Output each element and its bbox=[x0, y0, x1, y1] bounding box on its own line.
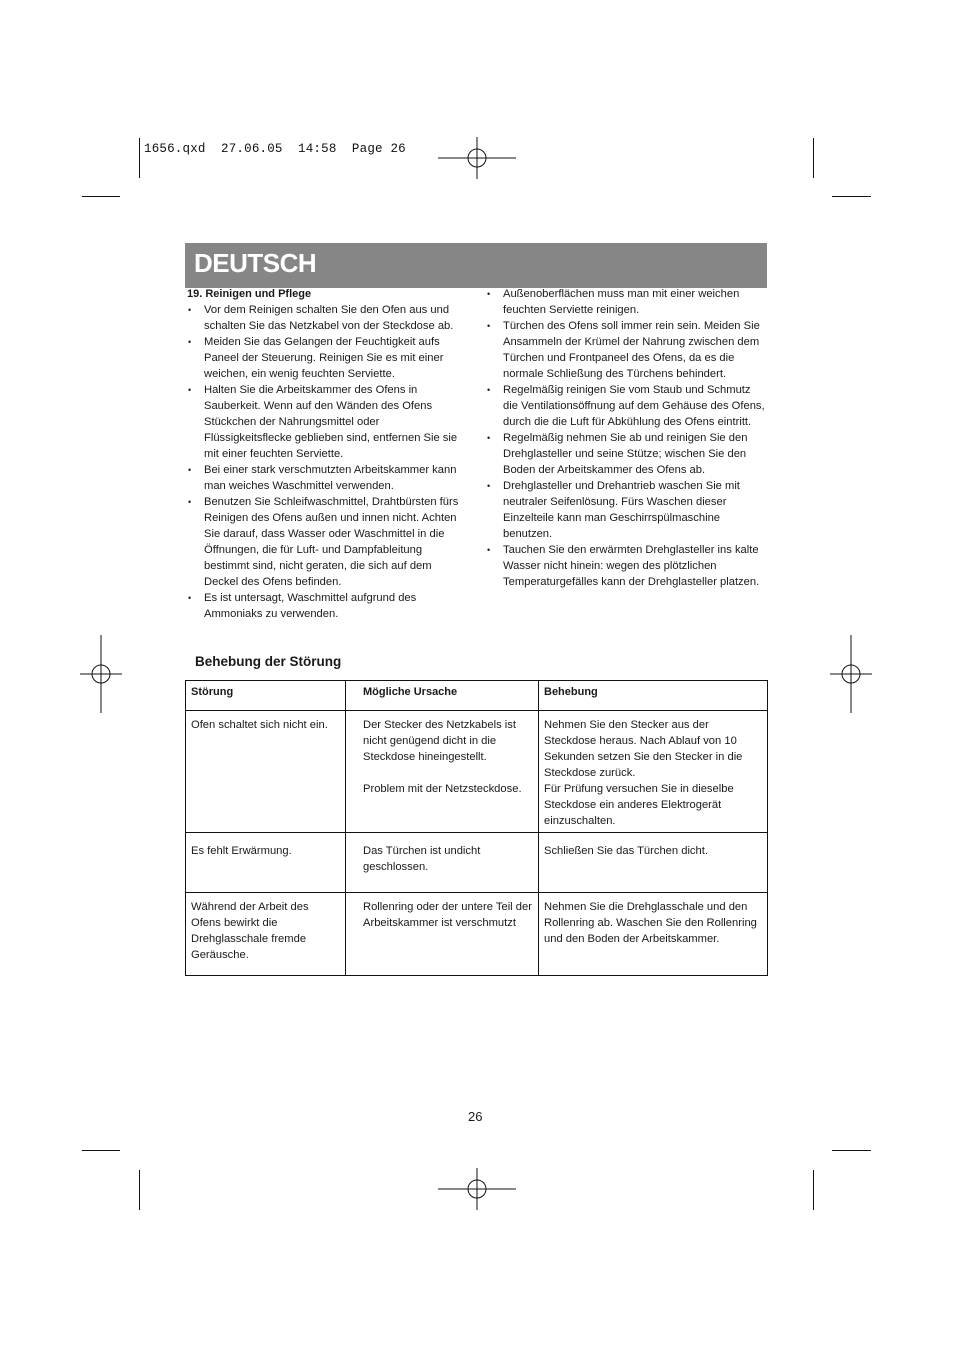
list-item: • Vor dem Reinigen schalten Sie den Ofen aus und schalten Sie das Netzkabel von der Steckdose ab. bbox=[188, 304, 454, 332]
crop-mark-top-left-vertical bbox=[139, 138, 140, 178]
remedy-cell: Nehmen Sie die Drehglasschale und den Rollenring ab. Waschen Sie den Rollenring und den Boden der Arbeitskammer. bbox=[539, 893, 768, 976]
right-bullet-list bbox=[486, 286, 766, 590]
bullet-icon: • bbox=[487, 433, 491, 443]
list-item: • Außenoberflächen muss man mit einer weichen feuchten Serviette reinigen. bbox=[487, 288, 740, 316]
bullet-icon: • bbox=[188, 465, 192, 475]
crop-mark-top-right-vertical bbox=[813, 138, 814, 178]
list-item: • Regelmäßig nehmen Sie ab und reinigen Sie den Drehglasteller und seine Stütze; wischen Sie den Boden der Arbeitskammer des Ofens ab. bbox=[487, 432, 748, 476]
print-slug: 1656.qxd 27.06.05 14:58 Page 26 bbox=[144, 142, 406, 156]
column-header-problem: Störung bbox=[186, 681, 346, 711]
bullet-icon: • bbox=[487, 289, 491, 299]
left-column bbox=[187, 286, 467, 622]
column-header-remedy: Behebung bbox=[539, 681, 768, 711]
list-item: • Regelmäßig reinigen Sie vom Staub und Schmutz die Ventilationsöffnung auf dem Gehäuse des Ofens, durch die die Luft für Abkühlung des Ofens eintritt. bbox=[487, 384, 765, 428]
crop-mark-top-left-horizontal bbox=[82, 196, 120, 197]
troubleshooting-table bbox=[185, 680, 768, 976]
list-item: • Benutzen Sie Schleifwaschmittel, Drahtbürsten fürs Reinigen des Ofens außen und innen nicht. Achten Sie darauf, dass Wasser oder Waschmittel in die Öffnungen, die für Luft- und Dampfableitung bestimmt sind, nicht geraten, die sich auf dem Deckel des Ofens befinden. bbox=[188, 496, 459, 588]
list-item: • Tauchen Sie den erwärmten Drehglasteller ins kalte Wasser nicht hinein: wegen des plötzlichen Temperaturgefälles kann der Drehglasteller platzen. bbox=[487, 544, 760, 588]
list-item: • Drehglasteller und Drehantrieb waschen Sie mit neutraler Seifenlösung. Fürs Waschen dieser Einzelteile kann man Geschirrspülmaschine benutzen. bbox=[487, 480, 740, 540]
crop-mark-top-right-horizontal bbox=[832, 196, 871, 197]
bullet-icon: • bbox=[188, 305, 192, 315]
bullet-icon: • bbox=[188, 497, 192, 507]
table-row bbox=[186, 833, 768, 893]
list-item: • Es ist untersagt, Waschmittel aufgrund des Ammoniaks zu verwenden. bbox=[188, 592, 417, 620]
cause-cell: Der Stecker des Netzkabels ist nicht genügend dicht in die Steckdose hineingestellt. Problem mit der Netzsteckdose. bbox=[346, 711, 539, 833]
list-item: • Meiden Sie das Gelangen der Feuchtigkeit aufs Paneel der Steuerung. Reinigen Sie es mit einer weichen, ein wenig feuchten Serviette. bbox=[188, 336, 444, 380]
bullet-icon: • bbox=[487, 481, 491, 491]
table-header-row bbox=[186, 681, 768, 711]
registration-mark-left-icon bbox=[80, 635, 122, 713]
bullet-icon: • bbox=[188, 385, 192, 395]
bullet-icon: • bbox=[188, 593, 192, 603]
table-row bbox=[186, 893, 768, 976]
list-item: • Halten Sie die Arbeitskammer des Ofens in Sauberkeit. Wenn auf den Wänden des Ofens Stückchen der Nahrungsmittel oder Flüssigkeitsflecke geblieben sind, entfernen Sie sie mit einer feuchten Serviette. bbox=[188, 384, 458, 460]
problem-cell: Während der Arbeit des Ofens bewirkt die Drehglasschale fremde Geräusche. bbox=[186, 893, 346, 976]
problem-cell: Ofen schaltet sich nicht ein. bbox=[186, 711, 346, 833]
bullet-icon: • bbox=[487, 385, 491, 395]
bullet-icon: • bbox=[188, 337, 192, 347]
remedy-cell: Nehmen Sie den Stecker aus der Steckdose heraus. Nach Ablauf von 10 Sekunden setzen Sie den Stecker in die Steckdose zurück. Für Prüfung versuchen Sie in dieselbe Steckdose ein anderes Elektrogerät einzuschalten. bbox=[539, 711, 768, 833]
crop-mark-bottom-left-vertical bbox=[139, 1170, 140, 1210]
bullet-icon: • bbox=[487, 545, 491, 555]
registration-mark-bottom-icon bbox=[438, 1168, 516, 1210]
table-row bbox=[186, 711, 768, 833]
banner-title: DEUTSCH bbox=[194, 248, 317, 278]
language-banner bbox=[185, 243, 767, 288]
page-number: 26 bbox=[468, 1109, 483, 1124]
cause-cell: Das Türchen ist undicht geschlossen. bbox=[346, 833, 539, 893]
bullet-icon: • bbox=[487, 321, 491, 331]
left-bullet-list bbox=[187, 302, 467, 622]
remedy-cell: Schließen Sie das Türchen dicht. bbox=[539, 833, 768, 893]
cause-cell: Rollenring oder der untere Teil der Arbeitskammer ist verschmutzt bbox=[346, 893, 539, 976]
list-item: • Bei einer stark verschmutzten Arbeitskammer kann man weiches Waschmittel verwenden. bbox=[188, 464, 457, 492]
section-heading: 19. Reinigen und Pflege bbox=[187, 288, 312, 300]
list-item: • Türchen des Ofens soll immer rein sein. Meiden Sie Ansammeln der Krümel der Nahrung zwischen dem Türchen und Frontpaneel des Ofens, da es die normale Schließung des Türchens behindert. bbox=[487, 320, 760, 380]
right-column bbox=[486, 286, 766, 590]
crop-mark-bottom-left-horizontal bbox=[82, 1150, 120, 1151]
crop-mark-bottom-right-horizontal bbox=[832, 1150, 871, 1151]
column-header-cause: Mögliche Ursache bbox=[346, 681, 539, 711]
troubleshooting-title: Behebung der Störung bbox=[195, 654, 342, 669]
registration-mark-right-icon bbox=[830, 635, 872, 713]
problem-cell: Es fehlt Erwärmung. bbox=[186, 833, 346, 893]
crop-mark-bottom-right-vertical bbox=[813, 1170, 814, 1210]
registration-mark-top-icon bbox=[438, 137, 516, 179]
